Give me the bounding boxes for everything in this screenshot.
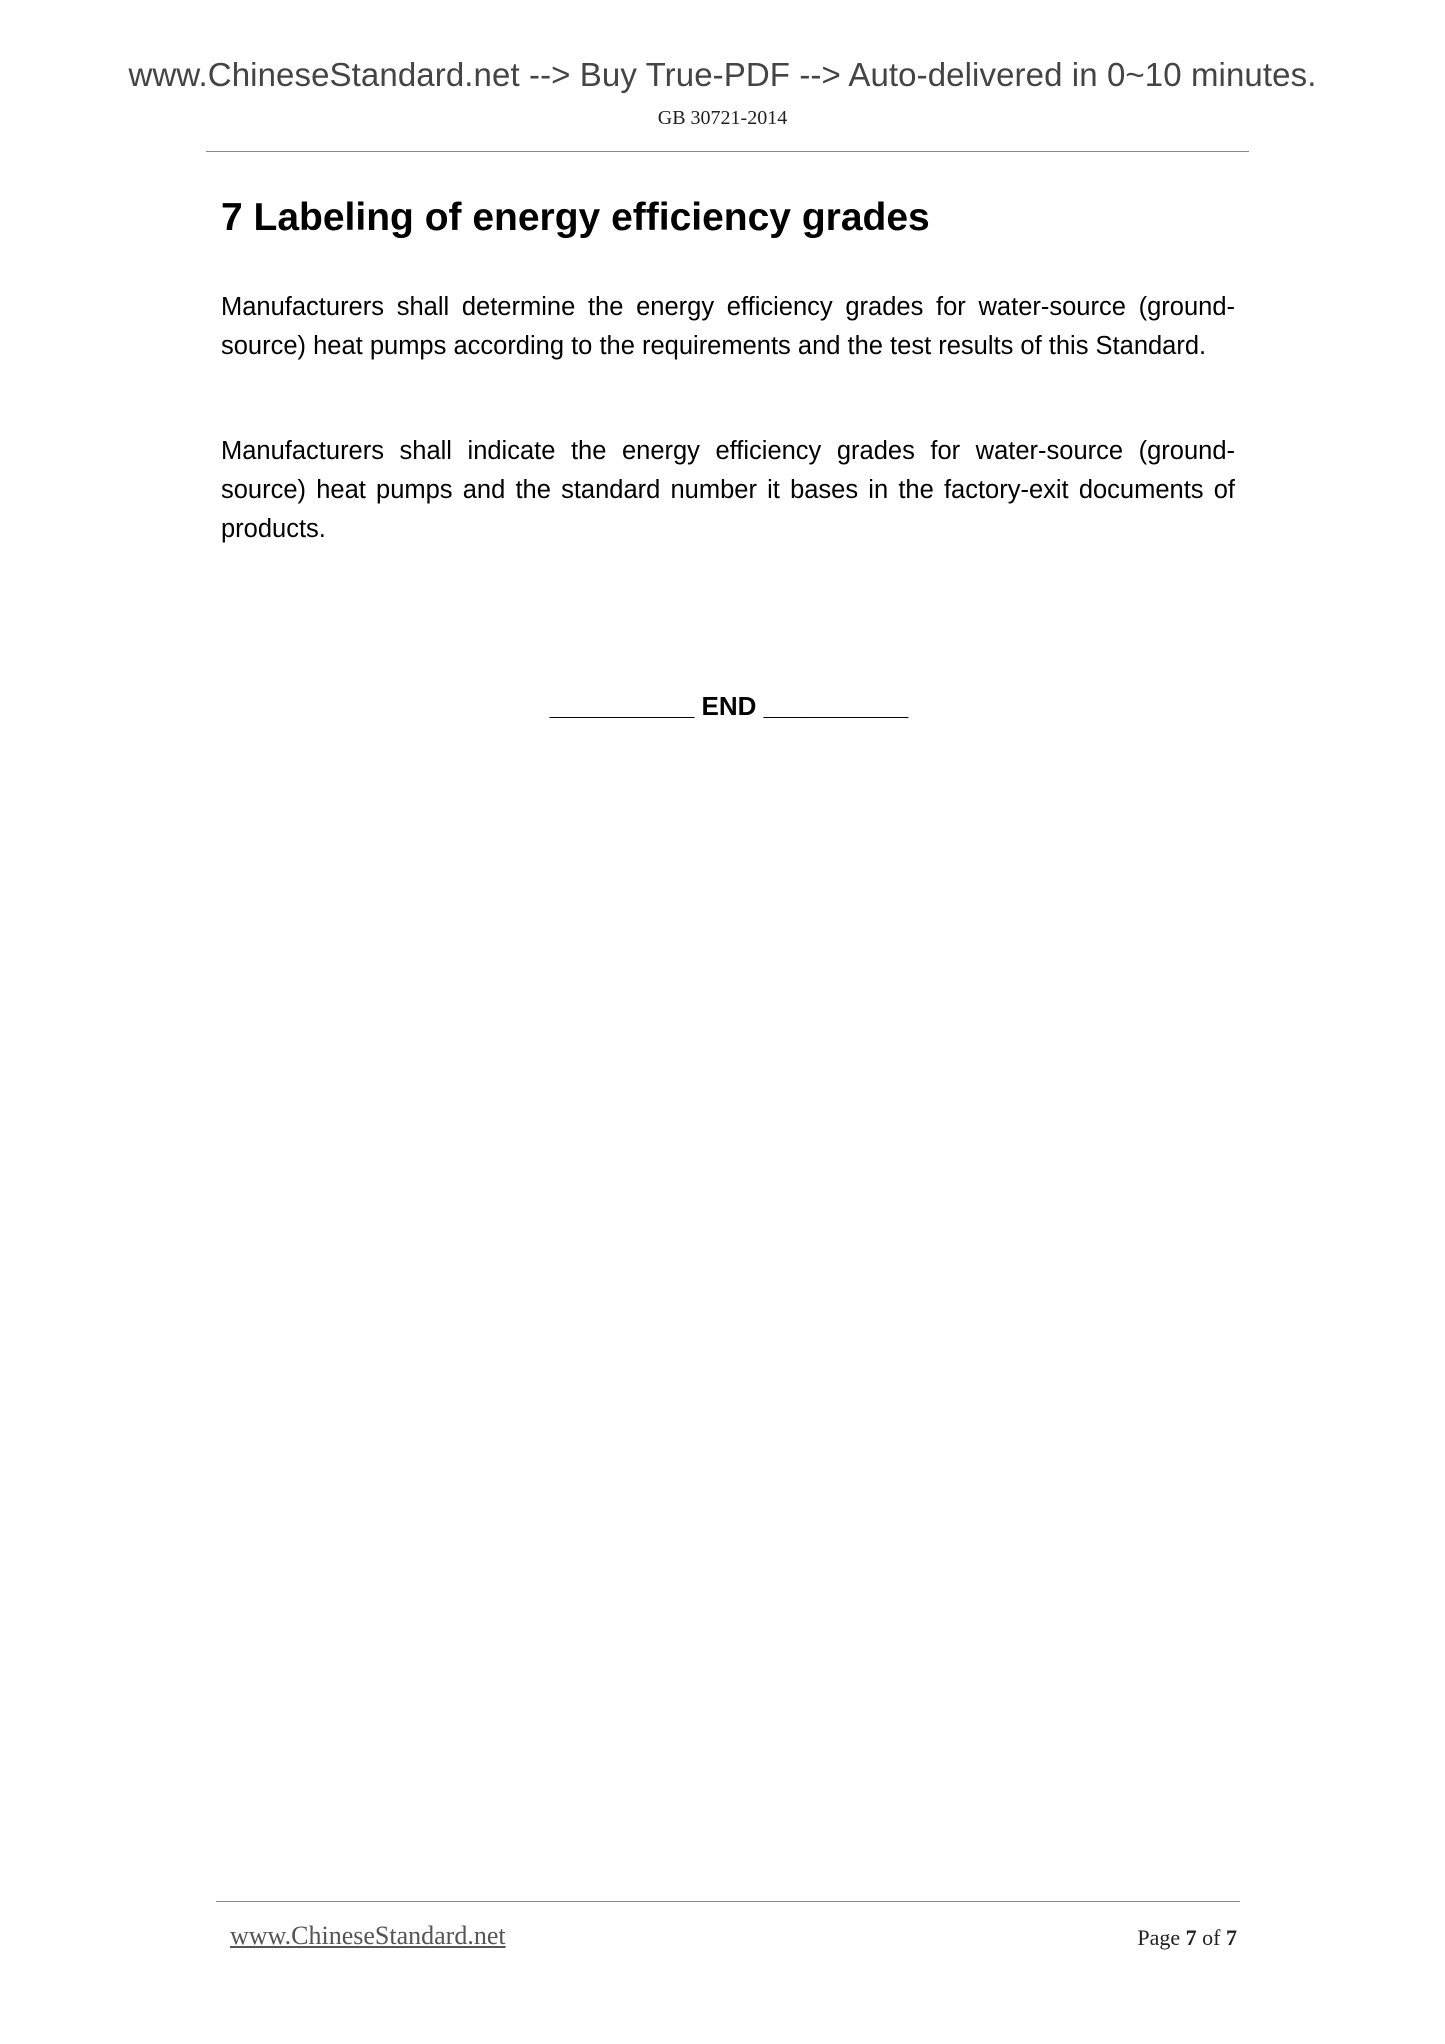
header-banner: www.ChineseStandard.net --> Buy True-PDF --> Auto-delivered in 0~10 minutes. (128, 56, 1317, 93)
header-divider (206, 151, 1249, 152)
footer-divider (216, 1901, 1240, 1902)
footer-site-link[interactable]: www.ChineseStandard.net (230, 1921, 506, 1950)
page-total: 7 (1226, 1925, 1237, 1950)
page-of-label: of (1202, 1925, 1221, 1950)
page-number (1137, 1925, 1237, 1951)
document-code: GB 30721-2014 (657, 107, 788, 129)
paragraph-indicate-grades: Manufacturers shall indicate the energy efficiency grades for water-source (ground-source) heat pumps and the standard number it bases in the factory-exit documents of products. (221, 437, 1235, 543)
section-title: 7 Labeling of energy efficiency grades (221, 196, 930, 239)
end-marker: __________ END __________ (549, 691, 909, 721)
page-label: Page (1137, 1925, 1181, 1950)
paragraph-determine-grades: Manufacturers shall determine the energy efficiency grades for water-source (ground-source) heat pumps according to the requirements and the test results of this Standard. (221, 293, 1235, 360)
page-current: 7 (1185, 1925, 1197, 1950)
